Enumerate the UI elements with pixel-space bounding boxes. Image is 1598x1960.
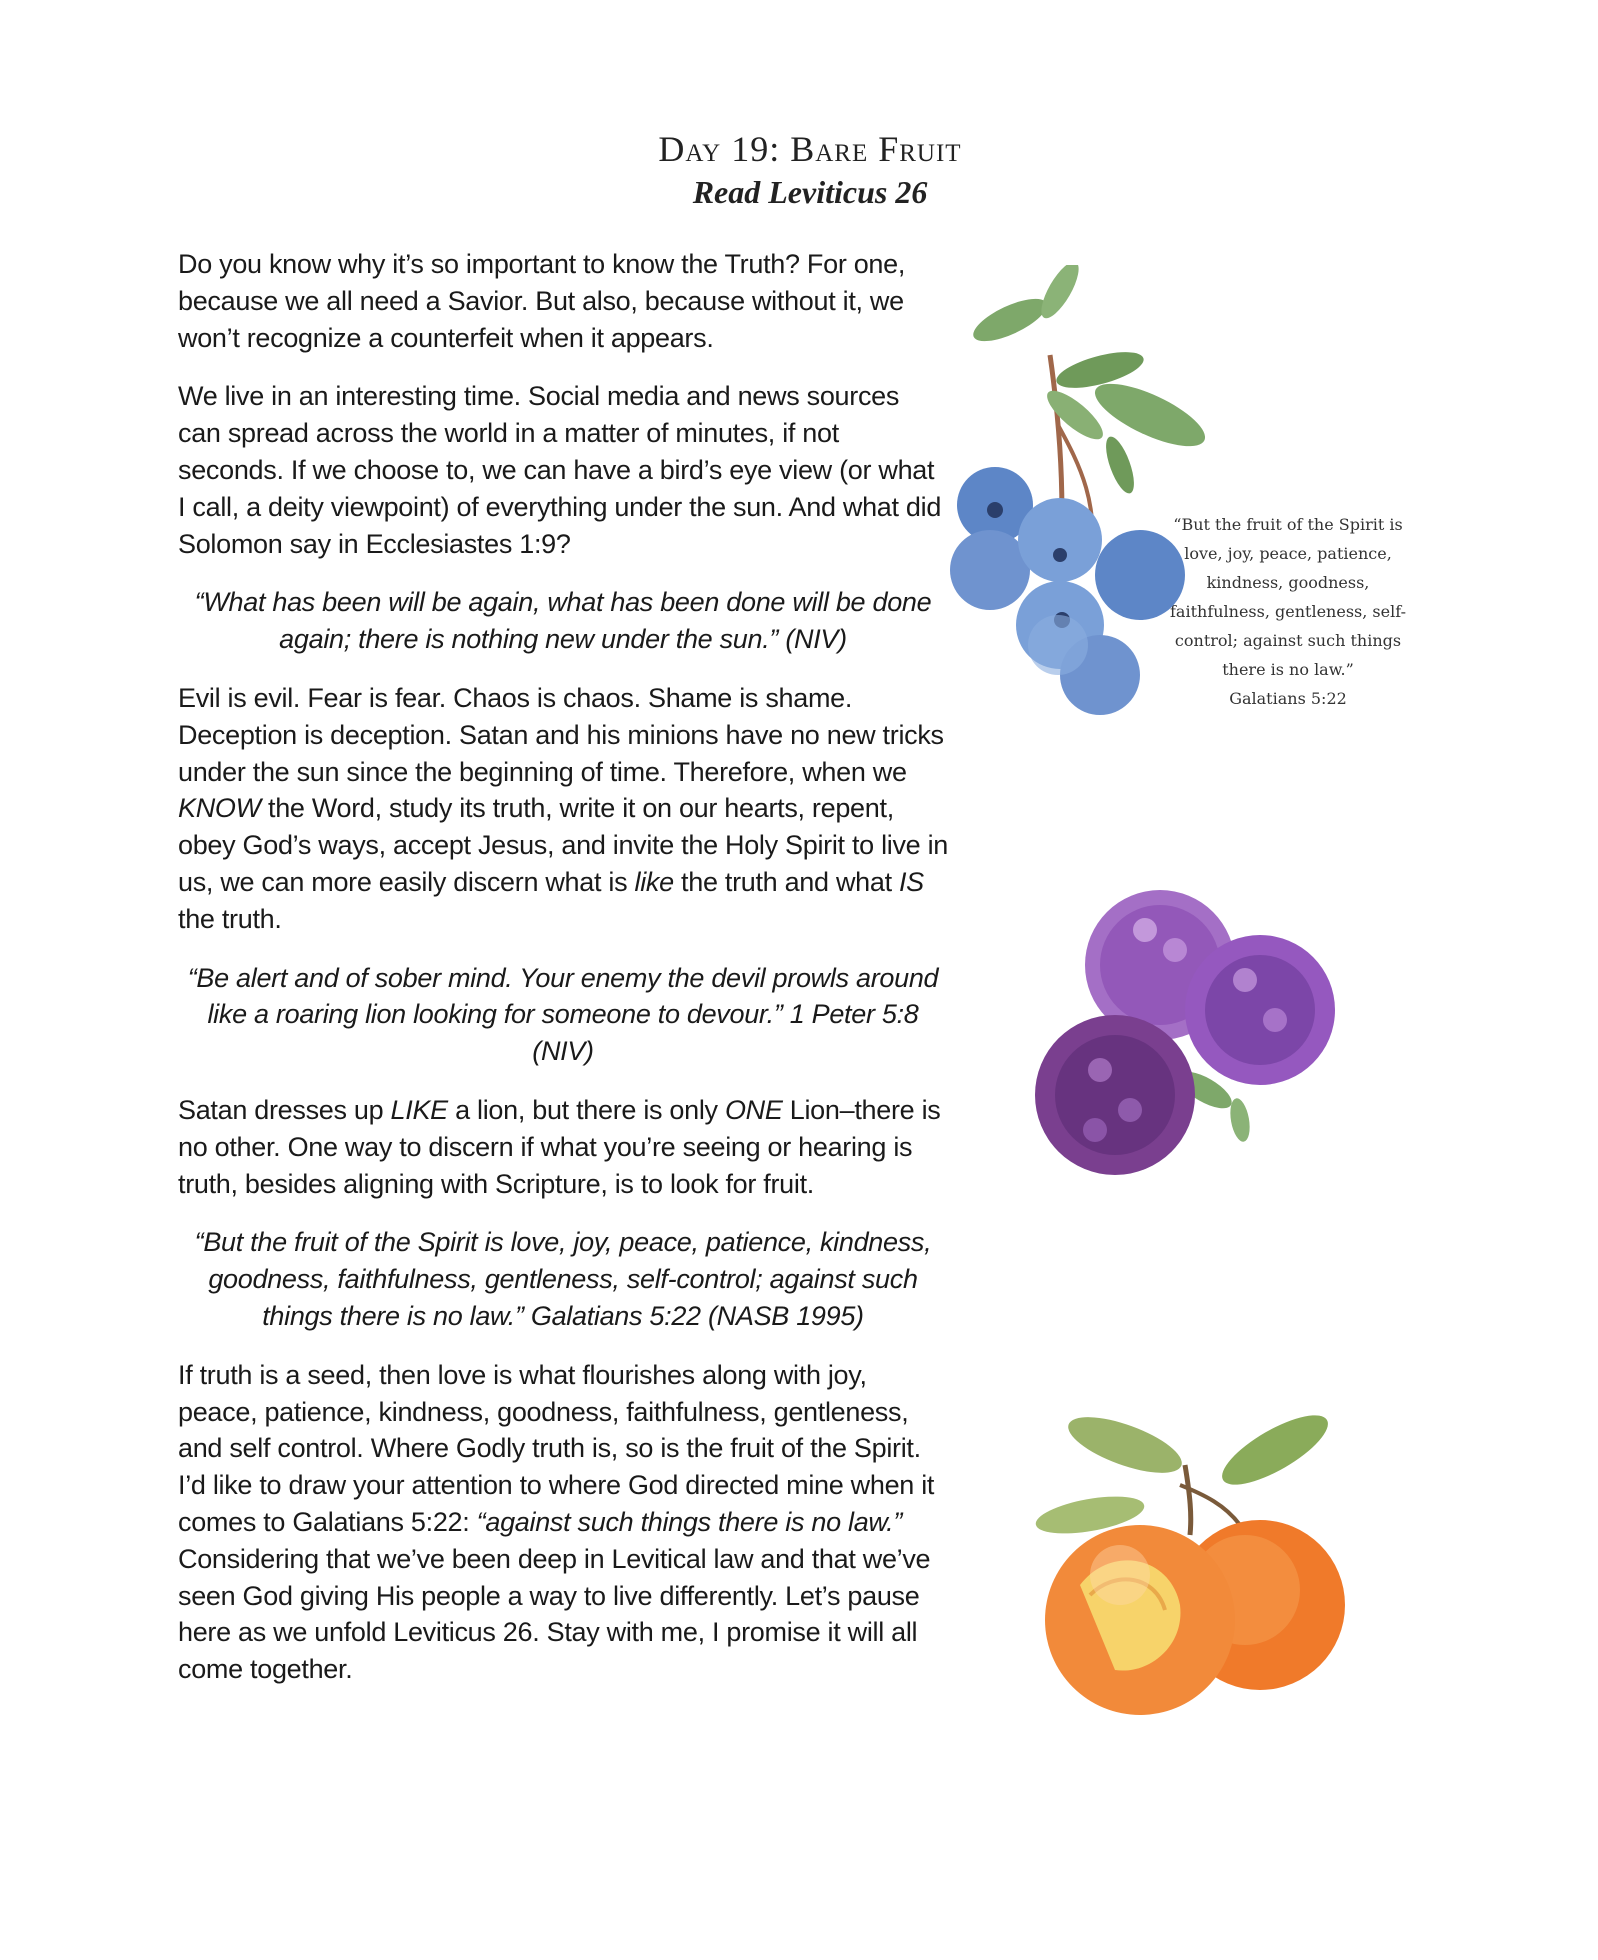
blackberries-icon xyxy=(1005,870,1365,1230)
paragraph-5: If truth is a seed, then love is what flourishes along with joy, peace, patience, kindness, goodness, faithfulness, gentleness, and self control. Where Godly truth is, so is the fruit of the Spirit. I’d like to draw your attention to where God directed mine when it comes to Galatians 5:22: “against such things there is no law.” Considering that we’ve been deep in Levitical law and that we’ve seen God giving His people a way to live differently. Let’s pause here as we unfold Leviticus 26. Stay with me, I promise it will all come together. xyxy=(178,1359,935,1685)
scripture-quote-2: “Be alert and of sober mind. Your enemy the devil prowls around like a roaring lion looking for someone to devour.” 1 Peter 5:8 (NIV) xyxy=(187,962,939,1067)
sidebar-quote-text: “But the fruit of the Spirit is love, joy, peace, patience, kindness, goodness, faithfulness, gentleness, self-control; against such things there is no law.” xyxy=(1170,515,1406,679)
paragraph-4: Satan dresses up LIKE a lion, but there is only ONE Lion–there is no other. One way to discern if what you’re seeing or hearing is truth, besides aligning with Scripture, is to look for fruit. xyxy=(178,1094,941,1199)
main-text-column xyxy=(178,246,948,1710)
scripture-quote-1: “What has been will be again, what has been done will be done again; there is nothing new under the sun.” (NIV) xyxy=(194,587,932,655)
paragraph-1: Do you know why it’s so important to know the Truth? For one, because we all need a Savior. But also, because without it, we won’t recognize a counterfeit when it appears. xyxy=(178,249,906,353)
sidebar-quote-citation: Galatians 5:22 xyxy=(1229,689,1347,708)
paragraph-3: Evil is evil. Fear is fear. Chaos is chaos. Shame is shame. Deception is deception. Satan and his minions have no new tricks under the sun since the beginning of time. Therefore, when we KNOW the Word, study its truth, write it on our hearts, repent, obey God’s ways, accept Jesus, and invite the Holy Spirit to live in us, we can more easily discern what is like the truth and what IS the truth. xyxy=(178,682,948,934)
peaches-icon xyxy=(1020,1405,1360,1735)
blueberries-icon xyxy=(950,265,1270,715)
page-title: Day 19: Bare Fruit xyxy=(658,129,962,169)
scripture-quote-3: “But the fruit of the Spirit is love, joy, peace, patience, kindness, goodness, faithfulness, gentleness, self-control; against such things there is no law.” Galatians 5:22 (NASB 1995) xyxy=(194,1227,932,1331)
page-subtitle: Read Leviticus 26 xyxy=(692,174,928,210)
paragraph-2: We live in an interesting time. Social media and news sources can spread across the world in a matter of minutes, if not seconds. If we choose to, we can have a bird’s eye view (or what I call, a deity viewpoint) of everything under the sun. And what did Solomon say in Ecclesiastes 1:9? xyxy=(178,381,942,559)
